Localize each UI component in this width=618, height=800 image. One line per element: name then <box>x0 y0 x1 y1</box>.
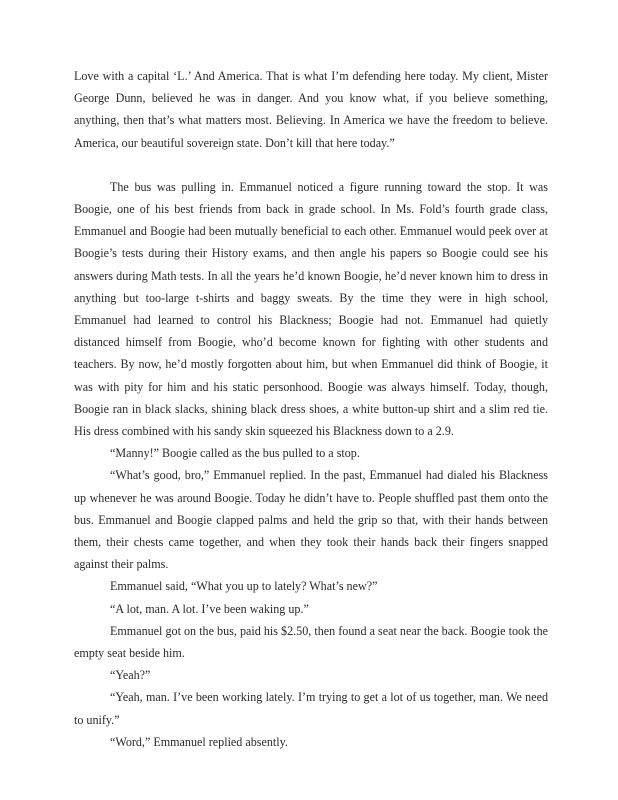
paragraph-dialogue: “Word,” Emmanuel replied absently. <box>110 734 288 749</box>
paragraph-narration: Emmanuel got on the bus, paid his $2.50, then found a seat near the back. Boogie took the empty seat beside him. <box>74 623 548 661</box>
body-text <box>74 65 548 753</box>
paragraph-dialogue: “Yeah?” <box>110 668 151 683</box>
paragraph-closing-argument: Love with a capital ‘L.’ And America. That is what I’m defending here today. My client, Mister George Dunn, believed he was in danger. And you know what, if you believe something, anything, then that’s what matters most. Believing. In America we have the freedom to believe. America, our beautiful sovereign state. Don’t kill that here today.” <box>74 69 548 150</box>
paragraph-dialogue: “Yeah, man. I’ve been working lately. I’m trying to get a lot of us together, man. We need to unify.” <box>74 690 548 727</box>
paragraph-dialogue: “Manny!” Boogie called as the bus pulled to a stop. <box>110 446 360 461</box>
paragraph-dialogue: “A lot, man. A lot. I’ve been waking up.” <box>110 601 309 616</box>
paragraph-dialogue: Emmanuel said, “What you up to lately? What’s new?” <box>110 579 378 594</box>
paragraph-dialogue: “What’s good, bro,” Emmanuel replied. In the past, Emmanuel had dialed his Blackness up whenever he was around Boogie. Today he didn’t have to. People shuffled past them onto the bus. Emmanuel and Boogie clapped palms and held the grip so that, with their hands between them, their chests came together, and when they took their hands back their fingers snapped against their palms. <box>74 468 548 572</box>
paragraph-bus-arrival: The bus was pulling in. Emmanuel noticed a figure running toward the stop. It was Boogie, one of his best friends from back in grade school. In Ms. Fold’s fourth grade class, Emmanuel and Boogie had been mutually beneficial to each other. Emmanuel would peek over at Boogie’s tests during their History exams, and then angle his papers so Boogie could see his answers during Math tests. In all the years he’d known Boogie, he’d never known him to dress in anything but too-large t-shirts and baggy sweats. By the time they were in high school, Emmanuel had learned to control his Blackness; Boogie had not. Emmanuel had quietly distanced himself from Boogie, who’d become known for fighting with other students and teachers. By now, he’d mostly forgotten about him, but when Emmanuel did think of Boogie, it was with pity for him and his static personhood. Boogie was always himself. Today, though, Boogie ran in black slacks, shining black dress shoes, a white button-up shirt and a slim red tie. His dress combined with his sandy skin squeezed his Blackness down to a 2.9. <box>74 179 548 439</box>
section-break <box>74 154 548 176</box>
